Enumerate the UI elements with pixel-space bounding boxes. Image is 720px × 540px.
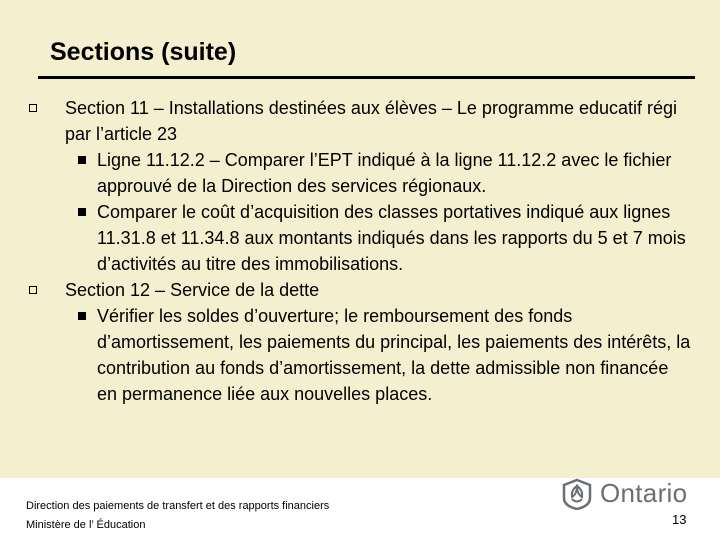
sub-bullet-text: Vérifier les soldes d’ouverture; le remboursement des fonds d’amortissement, les paiements du principal, les paiements des intérêts, la contribution au fonds d’amortissement, la dette admissible non financée en permanence liée aux nouvelles places.	[97, 306, 691, 404]
bullet-list	[0, 95, 720, 407]
sub-bullet-text: Comparer le coût d’acquisition des classes portatives indiqué aux lignes 11.31.8 et 11.34.8 aux montants indiqués dans les rapports du 5 et 7 mois d’activités au titre des immobilisations.	[97, 202, 686, 274]
footer	[0, 478, 720, 540]
footer-ministry: Ministère de l’ Éducation	[26, 519, 146, 531]
sub-bullet-item	[0, 199, 692, 277]
title-divider	[38, 76, 695, 79]
footer-organization: Direction des paiements de transfert et des rapports financiers	[26, 500, 330, 512]
filled-square-bullet-icon	[78, 312, 86, 320]
sub-bullet-text: Ligne 11.12.2 – Comparer l’EPT indiqué à la ligne 11.12.2 avec le fichier approuvé de la Direction des services régionaux.	[97, 150, 672, 196]
bullet-text: Section 11 – Installations destinées aux élèves – Le programme educatif régi par l’article 23	[65, 98, 678, 144]
bullet-text: Section 12 – Service de la dette	[65, 280, 320, 300]
hollow-square-bullet-icon	[29, 104, 37, 112]
bullet-item	[0, 277, 680, 303]
hollow-square-bullet-icon	[29, 286, 37, 294]
slide-title: Sections (suite)	[50, 38, 237, 66]
sub-bullet-item	[0, 147, 692, 199]
ontario-logo	[560, 478, 690, 512]
filled-square-bullet-icon	[78, 156, 86, 164]
filled-square-bullet-icon	[78, 208, 86, 216]
ontario-trillium-icon	[560, 478, 594, 510]
bullet-item	[0, 95, 680, 147]
sub-bullet-item	[0, 303, 692, 407]
ontario-wordmark: Ontario	[600, 478, 688, 508]
page-number: 13	[672, 512, 687, 527]
